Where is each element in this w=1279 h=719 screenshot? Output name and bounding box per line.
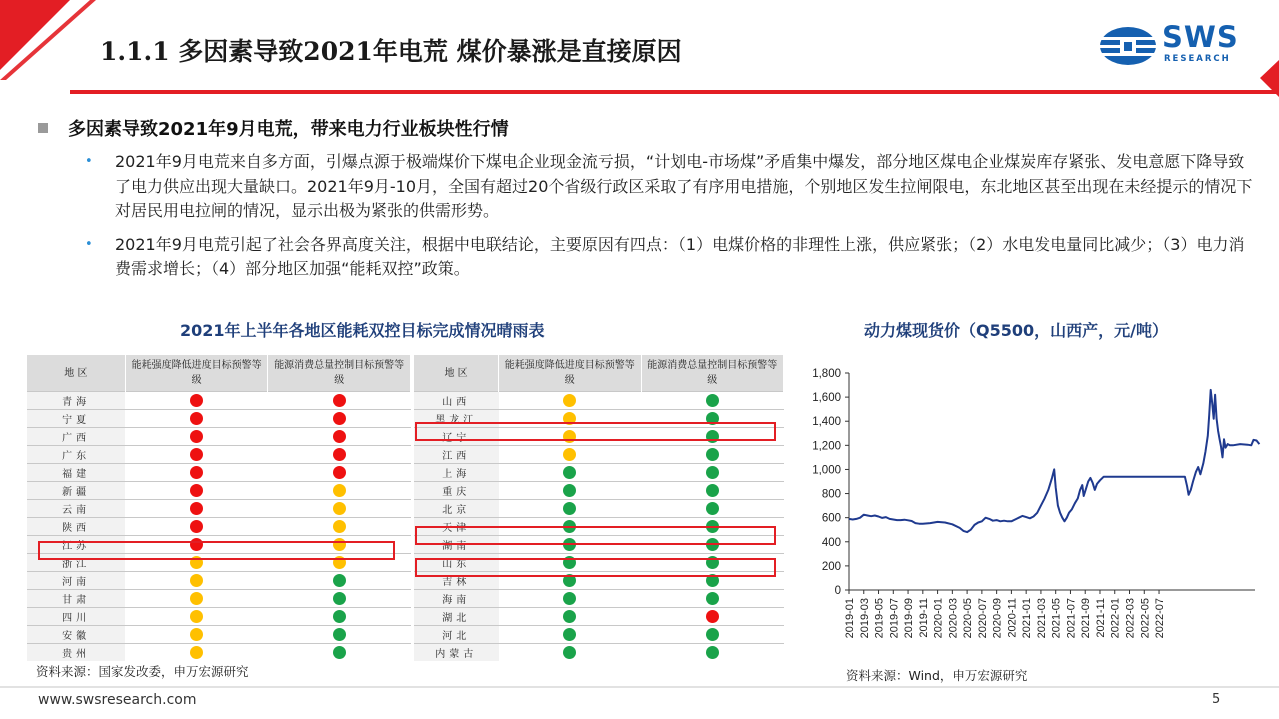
- total-status-cell: [268, 410, 411, 428]
- red-status-light-icon: [190, 466, 203, 479]
- intensity-status-cell: [125, 464, 268, 482]
- region-cell: 内蒙古: [414, 644, 499, 662]
- region-cell: 宁夏: [27, 410, 125, 428]
- page-number: 5: [1212, 692, 1221, 707]
- table-row: [27, 572, 411, 590]
- total-status-cell: [268, 572, 411, 590]
- region-cell: 江苏: [27, 536, 125, 554]
- x-tick-label: 2020-09: [991, 598, 1004, 639]
- bullet-text: 2021年9月电荒引起了社会各界高度关注，根据中电联结论，主要原因有四点：（1）电煤价格的非理性上涨，供应紧张；（2）水电发电量同比减少；（3）电力消费需求增长；（4）部分地区加强“能耗双控”政策。: [115, 234, 1245, 278]
- y-tick-label: 400: [821, 536, 841, 549]
- x-tick-label: 2020-03: [947, 598, 960, 639]
- logo-globe-icon: [1098, 24, 1158, 68]
- table-row: [414, 626, 784, 644]
- total-status-cell: [268, 608, 411, 626]
- status-table-right: [414, 355, 784, 661]
- red-status-light-icon: [190, 430, 203, 443]
- green-status-light-icon: [333, 592, 346, 605]
- table-source: 资料来源：国家发改委，申万宏源研究: [36, 664, 249, 679]
- intensity-status-cell: [499, 446, 641, 464]
- region-cell: 河南: [27, 572, 125, 590]
- main-heading: [38, 115, 509, 141]
- region-cell: 辽宁: [414, 428, 499, 446]
- green-status-light-icon: [333, 646, 346, 659]
- total-status-cell: [268, 500, 411, 518]
- x-tick-label: 2020-01: [932, 598, 945, 639]
- intensity-status-cell: [499, 464, 641, 482]
- yellow-status-light-icon: [563, 448, 576, 461]
- region-cell: 海南: [414, 590, 499, 608]
- bullet-item: [85, 150, 1255, 224]
- x-tick-label: 2019-01: [844, 598, 856, 639]
- y-tick-label: 800: [821, 488, 841, 501]
- region-cell: 山东: [414, 554, 499, 572]
- total-status-cell: [268, 392, 411, 410]
- region-cell: 重庆: [414, 482, 499, 500]
- green-status-light-icon: [706, 646, 719, 659]
- table-row: [27, 392, 411, 410]
- region-cell: 新疆: [27, 482, 125, 500]
- column-header-intensity: 能耗强度降低进度目标预警等级: [499, 355, 641, 392]
- price-series-line: [849, 390, 1259, 532]
- total-status-cell: [268, 428, 411, 446]
- table-row: [27, 410, 411, 428]
- highlight-box-hunan: [415, 526, 776, 545]
- x-tick-label: 2022-07: [1154, 598, 1167, 639]
- table-row: [414, 464, 784, 482]
- region-cell: 安徽: [27, 626, 125, 644]
- table-row: [414, 608, 784, 626]
- intensity-status-cell: [125, 428, 268, 446]
- x-tick-label: 2021-11: [1094, 598, 1107, 638]
- region-cell: 江西: [414, 446, 499, 464]
- intensity-status-cell: [125, 446, 268, 464]
- green-status-light-icon: [706, 466, 719, 479]
- total-status-cell: [641, 644, 783, 662]
- footer-divider: [0, 686, 1279, 688]
- table-row: [414, 590, 784, 608]
- region-cell: 黑龙江: [414, 410, 499, 428]
- total-status-cell: [268, 446, 411, 464]
- yellow-status-light-icon: [563, 394, 576, 407]
- region-cell: 天津: [414, 518, 499, 536]
- bullet-list: [85, 150, 1255, 291]
- red-status-light-icon: [190, 520, 203, 533]
- region-cell: 广西: [27, 428, 125, 446]
- x-tick-label: 2019-11: [917, 598, 930, 638]
- region-cell: 云南: [27, 500, 125, 518]
- logo-subtext: RESEARCH: [1164, 54, 1231, 64]
- region-cell: 福建: [27, 464, 125, 482]
- green-status-light-icon: [563, 628, 576, 641]
- table-title: 2021年上半年各地区能耗双控目标完成情况晴雨表: [180, 321, 545, 340]
- highlight-box-jilin: [415, 558, 776, 577]
- total-status-cell: [641, 482, 783, 500]
- intensity-status-cell: [499, 590, 641, 608]
- highlight-box-zhejiang: [38, 541, 395, 560]
- total-status-cell: [641, 392, 783, 410]
- table-row: [27, 518, 411, 536]
- region-cell: 北京: [414, 500, 499, 518]
- square-bullet-icon: [38, 123, 48, 133]
- table-row: [414, 500, 784, 518]
- total-status-cell: [268, 644, 411, 662]
- total-status-cell: [641, 590, 783, 608]
- table-row: [27, 590, 411, 608]
- table-row: [27, 428, 411, 446]
- coal-price-chart: [795, 360, 1270, 665]
- yellow-status-light-icon: [190, 592, 203, 605]
- y-tick-label: 1,000: [812, 464, 841, 477]
- total-status-cell: [268, 464, 411, 482]
- table-row: [27, 644, 411, 662]
- region-cell: 浙江: [27, 554, 125, 572]
- green-status-light-icon: [563, 592, 576, 605]
- red-status-light-icon: [190, 394, 203, 407]
- region-cell: 青海: [27, 392, 125, 410]
- bullet-item: [85, 233, 1255, 282]
- red-status-light-icon: [333, 466, 346, 479]
- total-status-cell: [268, 482, 411, 500]
- x-tick-label: 2021-01: [1021, 598, 1034, 639]
- intensity-status-cell: [499, 644, 641, 662]
- total-status-cell: [268, 518, 411, 536]
- table-row: [414, 392, 784, 410]
- bullet-dot-icon: •: [85, 236, 93, 252]
- footer-url[interactable]: www.swsresearch.com: [38, 692, 197, 708]
- table-row: [27, 464, 411, 482]
- region-cell: 贵州: [27, 644, 125, 662]
- green-status-light-icon: [706, 628, 719, 641]
- column-header-region: 地 区: [414, 355, 499, 392]
- column-header-total: 能源消费总量控制目标预警等级: [268, 355, 411, 392]
- highlight-box-liaoning: [415, 422, 776, 441]
- total-status-cell: [641, 464, 783, 482]
- intensity-status-cell: [125, 572, 268, 590]
- x-tick-label: 2019-07: [888, 598, 901, 639]
- chart-title: 动力煤现货价（Q5500，山西产，元/吨）: [864, 321, 1168, 340]
- intensity-status-cell: [125, 500, 268, 518]
- x-tick-label: 2022-05: [1139, 598, 1152, 639]
- green-status-light-icon: [333, 574, 346, 587]
- green-status-light-icon: [563, 484, 576, 497]
- intensity-status-cell: [125, 608, 268, 626]
- red-status-light-icon: [333, 394, 346, 407]
- column-header-total: 能源消费总量控制目标预警等级: [641, 355, 783, 392]
- green-status-light-icon: [706, 394, 719, 407]
- x-tick-label: 2019-03: [858, 598, 871, 639]
- red-status-light-icon: [333, 448, 346, 461]
- region-cell: 湖北: [414, 608, 499, 626]
- green-status-light-icon: [563, 610, 576, 623]
- x-tick-label: 2020-07: [976, 598, 989, 639]
- logo-text: SWS: [1162, 20, 1239, 54]
- green-status-light-icon: [563, 466, 576, 479]
- table-row: [414, 446, 784, 464]
- yellow-status-light-icon: [333, 484, 346, 497]
- y-tick-label: 1,200: [812, 440, 841, 453]
- y-tick-label: 1,400: [812, 416, 841, 429]
- total-status-cell: [641, 626, 783, 644]
- green-status-light-icon: [333, 628, 346, 641]
- intensity-status-cell: [125, 644, 268, 662]
- table-row: [27, 446, 411, 464]
- y-tick-label: 1,800: [812, 368, 841, 380]
- region-cell: 四川: [27, 608, 125, 626]
- red-status-light-icon: [190, 412, 203, 425]
- x-tick-label: 2019-09: [903, 598, 916, 639]
- yellow-status-light-icon: [190, 628, 203, 641]
- table-row: [27, 626, 411, 644]
- red-status-light-icon: [190, 484, 203, 497]
- bullet-text: 2021年9月电荒来自多方面，引爆点源于极端煤价下煤电企业现金流亏损，“计划电-市场煤”矛盾集中爆发，部分地区煤电企业煤炭库存紧张、发电意愿下降导致了电力供应出现大量缺口。2021年9月-10月，全国有超过20个省级行政区采取了有序用电措施，个别地区发生拉闸限电，东北地区甚至出现在未经提示的情况下对居民用电拉闸的情况，显示出极为紧张的供需形势。: [115, 152, 1253, 220]
- x-tick-label: 2022-03: [1124, 598, 1137, 639]
- region-cell: 山西: [414, 392, 499, 410]
- region-cell: 陕西: [27, 518, 125, 536]
- y-tick-label: 1,600: [812, 392, 841, 405]
- intensity-status-cell: [125, 410, 268, 428]
- intensity-status-cell: [125, 392, 268, 410]
- green-status-light-icon: [563, 646, 576, 659]
- intensity-status-cell: [125, 518, 268, 536]
- red-status-light-icon: [190, 502, 203, 515]
- column-header-intensity: 能耗强度降低进度目标预警等级: [125, 355, 268, 392]
- x-tick-label: 2021-09: [1080, 598, 1093, 639]
- region-cell: 吉林: [414, 572, 499, 590]
- x-tick-label: 2020-11: [1006, 598, 1019, 638]
- intensity-status-cell: [499, 608, 641, 626]
- region-cell: 甘肃: [27, 590, 125, 608]
- total-status-cell: [641, 608, 783, 626]
- chart-source: 资料来源：Wind，申万宏源研究: [846, 668, 1028, 683]
- red-status-light-icon: [333, 412, 346, 425]
- x-tick-label: 2022-01: [1109, 598, 1122, 639]
- x-tick-label: 2021-05: [1050, 598, 1063, 639]
- green-status-light-icon: [563, 502, 576, 515]
- intensity-status-cell: [125, 482, 268, 500]
- yellow-status-light-icon: [190, 574, 203, 587]
- intensity-status-cell: [499, 392, 641, 410]
- total-status-cell: [641, 500, 783, 518]
- red-status-light-icon: [190, 448, 203, 461]
- total-status-cell: [268, 590, 411, 608]
- column-header-region: 地 区: [27, 355, 125, 392]
- table-row: [414, 644, 784, 662]
- red-status-light-icon: [706, 610, 719, 623]
- x-tick-label: 2020-05: [962, 598, 975, 639]
- intensity-status-cell: [499, 482, 641, 500]
- green-status-light-icon: [706, 592, 719, 605]
- slide-title: 1.1.1 多因素导致2021年电荒 煤价暴涨是直接原因: [100, 37, 682, 66]
- table-row: [414, 482, 784, 500]
- table-row: [27, 482, 411, 500]
- table-row: [27, 500, 411, 518]
- sws-logo: [1098, 20, 1258, 68]
- y-tick-label: 200: [821, 560, 841, 573]
- main-heading-text: 多因素导致2021年9月电荒，带来电力行业板块性行情: [68, 119, 509, 140]
- yellow-status-light-icon: [333, 520, 346, 533]
- intensity-status-cell: [499, 626, 641, 644]
- region-cell: 湖南: [414, 536, 499, 554]
- green-status-light-icon: [706, 448, 719, 461]
- region-cell: 上海: [414, 464, 499, 482]
- green-status-light-icon: [706, 484, 719, 497]
- green-status-light-icon: [333, 610, 346, 623]
- bullet-dot-icon: •: [85, 154, 93, 169]
- y-tick-label: 600: [821, 512, 841, 525]
- intensity-status-cell: [125, 626, 268, 644]
- x-tick-label: 2021-07: [1065, 598, 1078, 639]
- yellow-status-light-icon: [190, 646, 203, 659]
- total-status-cell: [641, 446, 783, 464]
- status-table-left: [27, 355, 411, 661]
- region-cell: 河北: [414, 626, 499, 644]
- y-tick-label: 0: [834, 585, 841, 597]
- yellow-status-light-icon: [190, 610, 203, 623]
- intensity-status-cell: [125, 590, 268, 608]
- green-status-light-icon: [706, 502, 719, 515]
- total-status-cell: [268, 626, 411, 644]
- red-status-light-icon: [333, 430, 346, 443]
- x-tick-label: 2021-03: [1035, 598, 1048, 639]
- table-row: [27, 608, 411, 626]
- intensity-status-cell: [499, 500, 641, 518]
- x-tick-label: 2019-05: [873, 598, 886, 639]
- yellow-status-light-icon: [333, 502, 346, 515]
- region-cell: 广东: [27, 446, 125, 464]
